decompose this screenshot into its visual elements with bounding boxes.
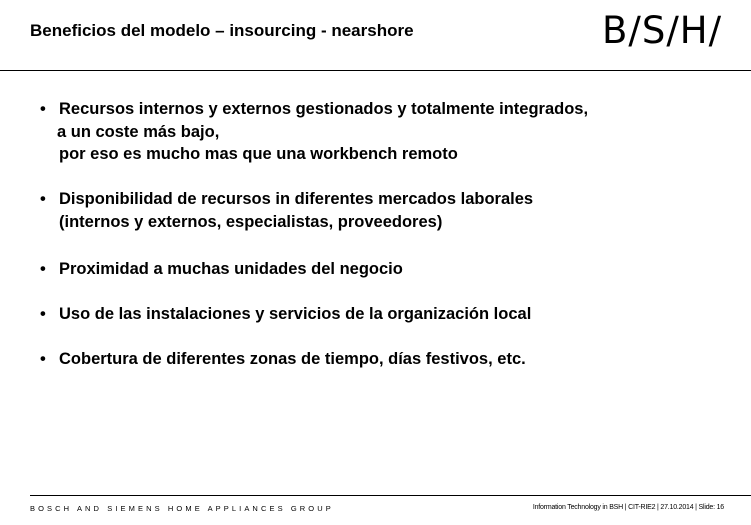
header-divider <box>0 70 751 71</box>
bullet-item <box>40 258 740 281</box>
bullet-text-line: a un coste más bajo, <box>57 122 220 141</box>
bullet-text-line: Proximidad a muchas unidades del negocio <box>59 260 403 278</box>
bullet-icon: • <box>40 100 46 118</box>
footer-divider <box>30 495 751 496</box>
bullet-text-line: (internos y externos, especialistas, proveedores) <box>59 212 443 231</box>
footer-slide-info: Information Technology in BSH | CIT-RIE2 | 27.10.2014 | Slide: 16 <box>532 504 724 511</box>
bullet-text-line: por eso es mucho mas que una workbench remoto <box>59 145 458 163</box>
bullet-text-line: Disponibilidad de recursos in diferentes mercados laborales <box>59 190 534 208</box>
bullet-item <box>40 303 740 326</box>
bullet-icon: • <box>40 350 46 368</box>
bullet-item <box>40 348 740 371</box>
bullet-icon: • <box>40 190 46 208</box>
bullet-item <box>40 98 740 166</box>
slide-title: Beneficios del modelo – insourcing - nearshore <box>30 21 414 40</box>
footer-company: BOSCH AND SIEMENS HOME APPLIANCES GROUP <box>30 504 334 513</box>
bsh-logo: B/S/H/ <box>602 9 723 52</box>
bullet-icon: • <box>40 260 46 278</box>
bullet-text-line: Recursos internos y externos gestionados y totalmente integrados, <box>59 100 589 118</box>
bullet-text-line: Cobertura de diferentes zonas de tiempo, días festivos, etc. <box>59 350 526 368</box>
bullet-item <box>40 188 740 233</box>
bullet-text-line: Uso de las instalaciones y servicios de la organización local <box>59 305 532 323</box>
bullet-icon: • <box>40 305 46 323</box>
